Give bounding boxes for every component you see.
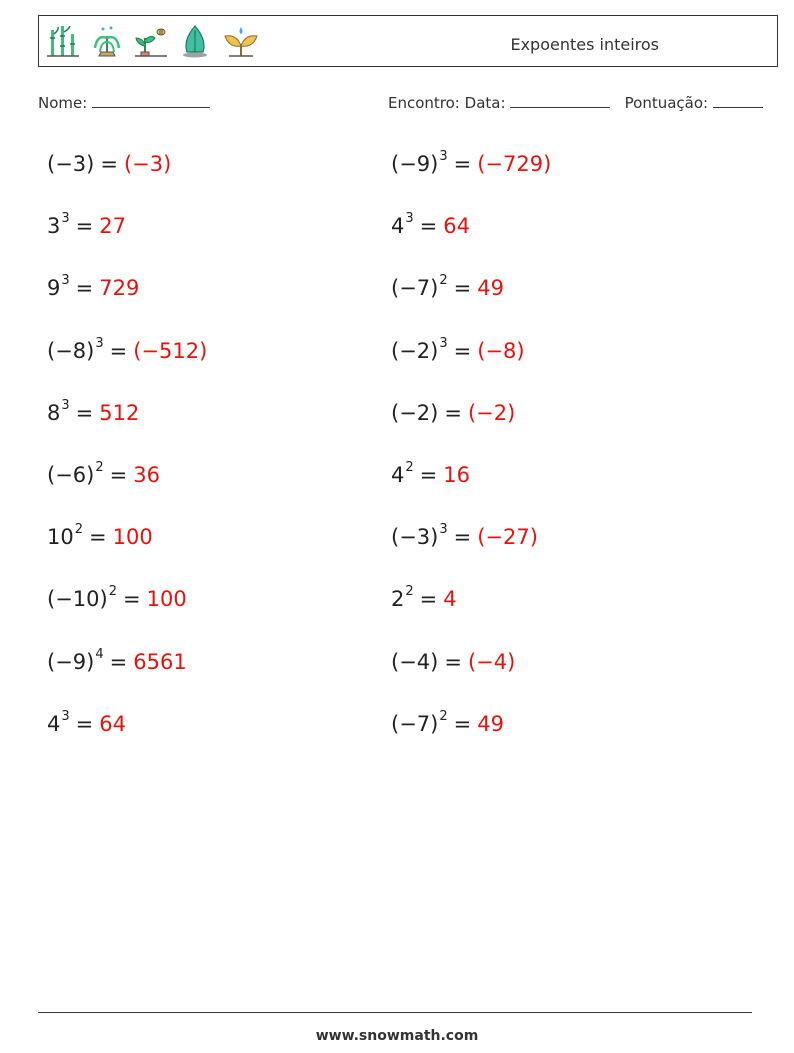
problem-base: (−2)	[391, 338, 439, 363]
equals-sign: =	[453, 338, 472, 363]
header-icons	[45, 22, 261, 62]
leaf-icon	[177, 24, 213, 60]
meta-row	[388, 93, 763, 112]
problem-left-6	[47, 460, 160, 490]
problem-base: (−10)	[47, 587, 108, 612]
worksheet-header	[38, 15, 778, 67]
problem-base: 10	[47, 525, 74, 550]
problem-base: (−3)	[47, 152, 95, 176]
problem-exponent: 2	[439, 273, 448, 289]
problem-answer: 16	[443, 463, 470, 487]
problem-right-5	[391, 398, 515, 428]
problem-exponent: 2	[108, 584, 117, 600]
equals-sign: =	[444, 400, 462, 425]
problem-right-2	[391, 211, 470, 241]
problem-answer: 100	[146, 587, 187, 612]
score-label: Pontuação:	[624, 94, 709, 112]
problem-exponent: 2	[74, 522, 84, 538]
problem-answer: 64	[443, 214, 470, 239]
equals-sign: =	[444, 649, 462, 674]
name-row	[38, 93, 210, 112]
problem-right-9	[391, 647, 515, 677]
problem-right-10	[391, 709, 504, 739]
problem-answer: (−4)	[467, 649, 516, 674]
equals-sign: =	[453, 276, 472, 301]
problem-answer: 36	[133, 463, 160, 487]
equals-sign: =	[453, 525, 472, 550]
problem-base: 4	[391, 214, 405, 239]
problem-base: (−2)	[391, 400, 439, 425]
problem-exponent: 3	[439, 522, 448, 538]
problem-exponent: 3	[95, 335, 104, 351]
problem-answer: 6561	[133, 649, 187, 674]
footer-url: www.snowmath.com	[315, 1028, 479, 1044]
problem-left-7	[47, 522, 153, 552]
problem-base: (−7)	[391, 276, 439, 301]
problem-left-9	[47, 647, 187, 677]
problem-base: 4	[47, 711, 61, 736]
equals-sign: =	[109, 649, 128, 674]
problem-exponent: 2	[405, 460, 414, 475]
problem-base: 4	[391, 463, 405, 487]
worksheet-title: Expoentes inteiros	[510, 35, 659, 54]
problem-answer: 100	[112, 525, 153, 550]
equals-sign: =	[109, 463, 128, 487]
problem-answer: 27	[99, 214, 126, 239]
problem-exponent: 3	[439, 335, 448, 351]
date-label: Data:	[464, 94, 506, 112]
problem-base: (−6)	[47, 463, 95, 487]
equals-sign: =	[109, 338, 128, 363]
problem-exponent: 2	[439, 708, 448, 724]
date-field[interactable]	[510, 93, 610, 108]
problem-answer: 49	[477, 276, 504, 301]
equals-sign: =	[419, 214, 438, 239]
problem-left-3	[47, 273, 139, 303]
problem-left-4	[47, 336, 207, 366]
footer-divider	[38, 1012, 752, 1013]
problem-base: (−9)	[47, 649, 95, 674]
problem-base: (−7)	[391, 711, 439, 736]
score-field[interactable]	[713, 93, 763, 108]
problem-answer: (−512)	[133, 338, 208, 363]
problem-answer: 729	[99, 276, 140, 301]
problem-exponent: 3	[61, 397, 70, 413]
problem-left-8	[47, 584, 187, 614]
problem-base: 2	[391, 587, 405, 612]
equals-sign: =	[419, 587, 438, 612]
meeting-label: Encontro:	[388, 94, 460, 112]
problem-base: (−3)	[391, 525, 439, 550]
problem-exponent: 3	[61, 273, 70, 289]
sprout-bee-icon	[133, 24, 169, 60]
equals-sign: =	[453, 152, 472, 176]
problem-base: 8	[47, 400, 61, 425]
problem-right-8	[391, 584, 457, 614]
problem-right-6	[391, 460, 470, 490]
problem-right-1	[391, 149, 551, 179]
problem-exponent: 2	[95, 460, 104, 475]
problem-left-5	[47, 398, 139, 428]
equals-sign: =	[75, 711, 94, 736]
problem-answer: (−729)	[477, 152, 552, 176]
problem-answer: 64	[99, 711, 126, 736]
problem-exponent: 3	[405, 211, 414, 227]
equals-sign: =	[419, 463, 438, 487]
problem-answer: 49	[477, 711, 504, 736]
equals-sign: =	[122, 587, 141, 612]
problem-answer: 4	[443, 587, 457, 612]
bamboo-icon	[45, 24, 81, 60]
problem-answer: (−2)	[467, 400, 516, 425]
problem-right-4	[391, 336, 525, 366]
weeping-plant-icon	[89, 24, 125, 60]
problem-exponent: 3	[439, 149, 448, 164]
problem-base: (−4)	[391, 649, 439, 674]
problem-base: (−8)	[47, 338, 95, 363]
problem-base: 9	[47, 276, 61, 301]
equals-sign: =	[100, 152, 118, 176]
problem-right-7	[391, 522, 538, 552]
equals-sign: =	[89, 525, 107, 550]
problem-exponent: 3	[61, 708, 70, 724]
name-field[interactable]	[92, 93, 210, 108]
problem-exponent: 4	[95, 646, 104, 662]
problem-answer: 512	[99, 400, 140, 425]
problem-base: 3	[47, 214, 61, 239]
equals-sign: =	[453, 711, 472, 736]
equals-sign: =	[75, 400, 94, 425]
problem-answer: (−8)	[477, 338, 525, 363]
problem-right-3	[391, 273, 504, 303]
problem-answer: (−27)	[477, 525, 538, 550]
equals-sign: =	[75, 276, 94, 301]
problem-exponent: 2	[405, 584, 414, 600]
problem-exponent: 3	[61, 211, 70, 227]
problem-left-1	[47, 149, 171, 179]
equals-sign: =	[75, 214, 94, 239]
problem-answer: (−3)	[123, 152, 172, 176]
name-label: Nome:	[38, 94, 88, 112]
watered-sprout-icon	[221, 24, 261, 60]
problem-left-10	[47, 709, 126, 739]
problem-left-2	[47, 211, 126, 241]
problem-base: (−9)	[391, 152, 439, 176]
